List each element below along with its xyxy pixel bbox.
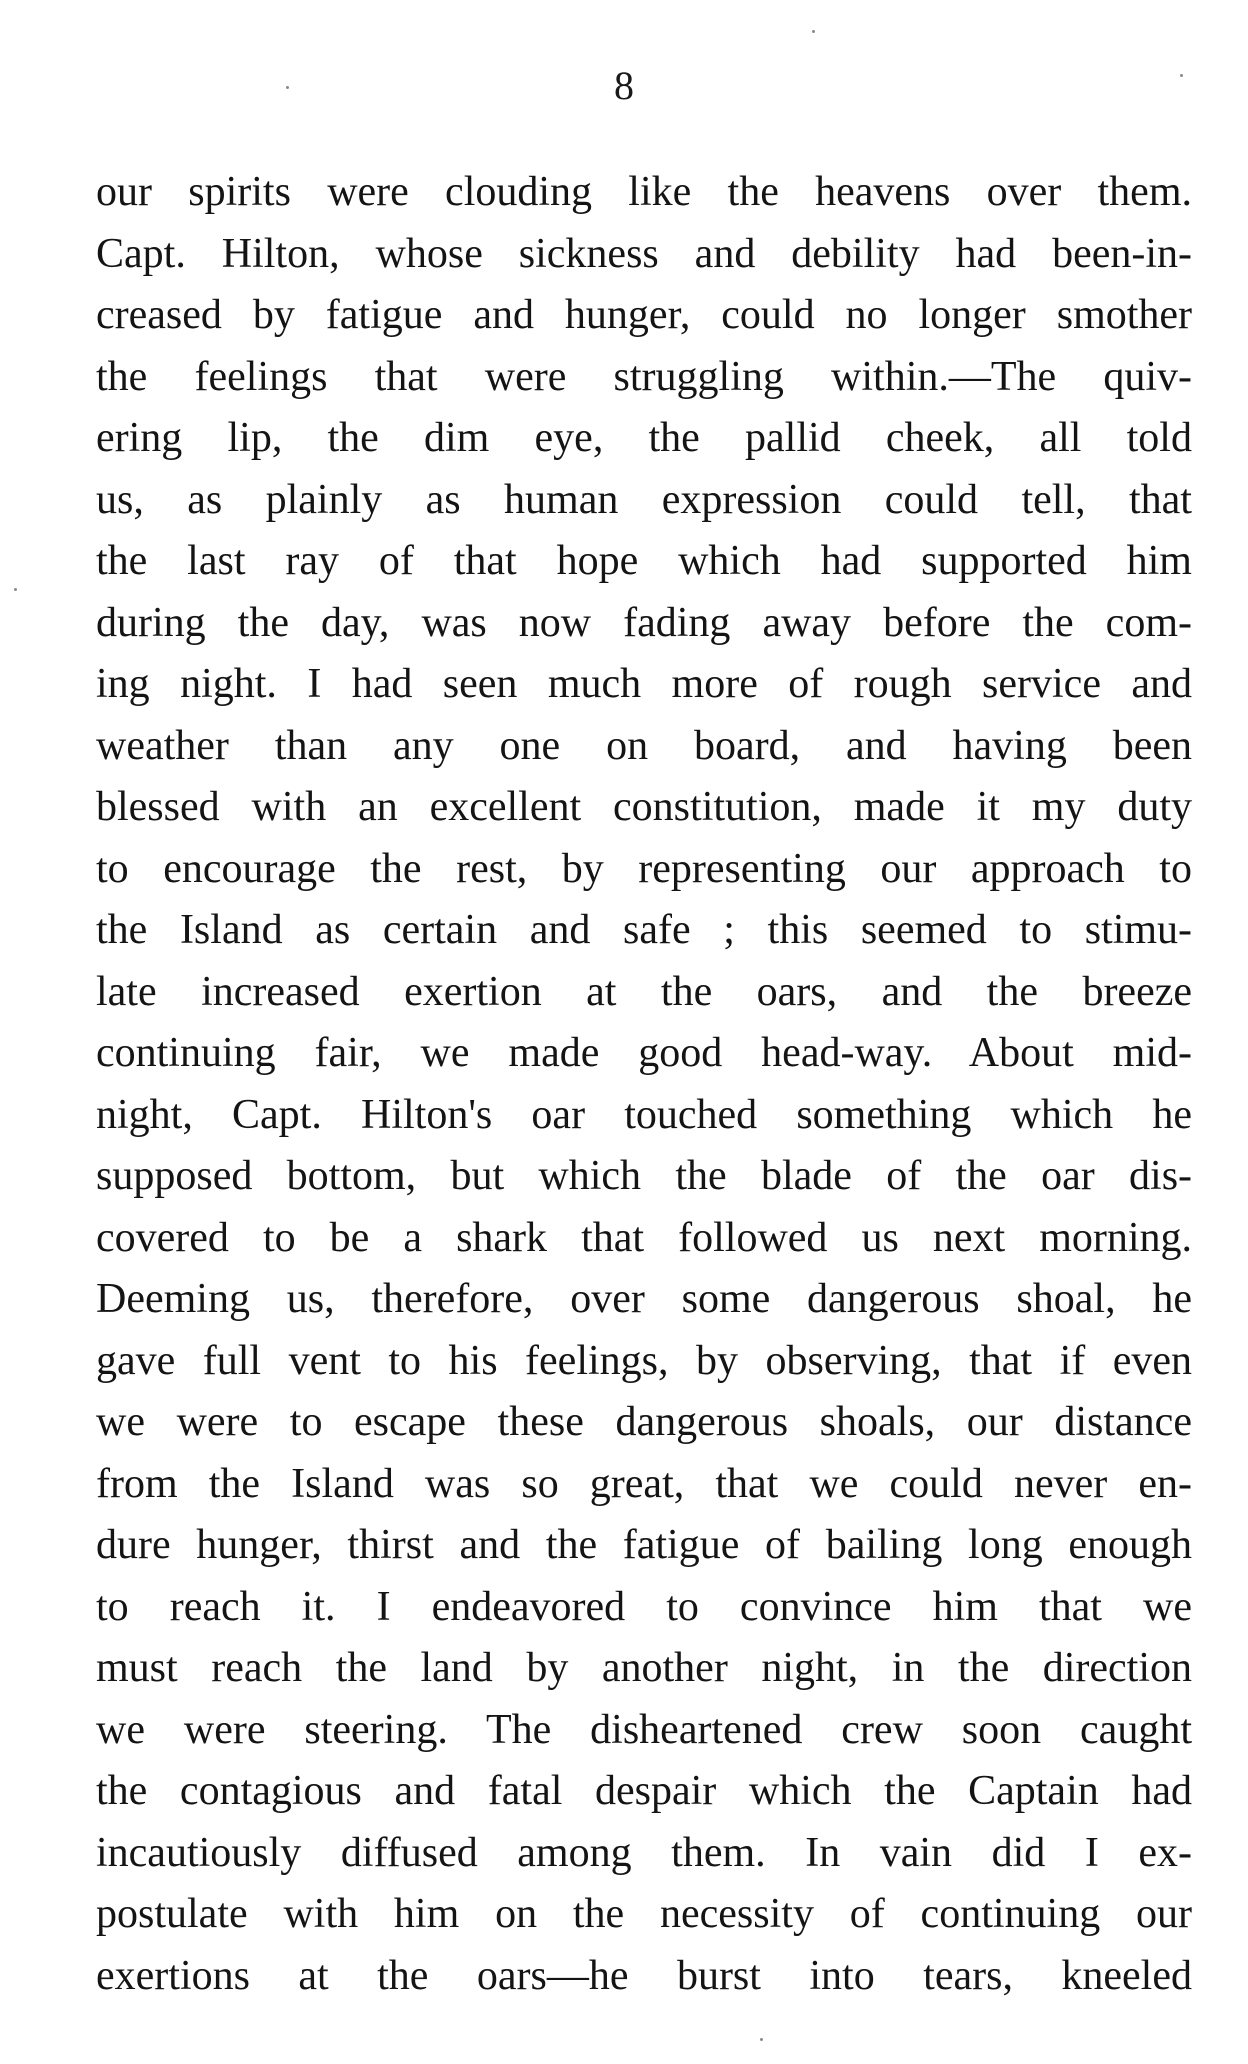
text-line: our spirits were clouding like the heavens over them.: [96, 169, 1192, 215]
text-line: to reach it. I endeavored to convince him that we: [96, 1583, 1192, 1630]
text-line: the contagious and fatal despair which the Captain had: [96, 1768, 1192, 1814]
body-text: [96, 162, 1192, 2007]
text-line: night, Capt. Hilton's oar touched something which he: [96, 1091, 1192, 1138]
text-line: us, as plainly as human expression could tell, that: [96, 476, 1192, 523]
text-line: supposed bottom, but which the blade of the oar dis-: [96, 1153, 1193, 1199]
text-line: gave full vent to his feelings, by observing, that if even: [96, 1337, 1193, 1384]
text-line: blessed with an excellent constitution, made it my duty: [96, 784, 1193, 830]
text-line: the Island as certain and safe ; this seemed to stimu-: [96, 907, 1193, 953]
text-line: late increased exertion at the oars, and the breeze: [96, 968, 1192, 1015]
text-line: weather than any one on board, and having been: [96, 722, 1192, 769]
text-line: postulate with him on the necessity of continuing our: [96, 1891, 1193, 1937]
page-number: 8: [614, 63, 634, 108]
text-line: from the Island was so great, that we could never en-: [96, 1460, 1192, 1507]
text-line: dure hunger, thirst and the fatigue of bailing long enough: [96, 1522, 1193, 1568]
text-line: continuing fair, we made good head-way. About mid-: [96, 1030, 1192, 1076]
text-line: ering lip, the dim eye, the pallid cheek, all told: [96, 415, 1192, 461]
scan-speck: [760, 2038, 763, 2041]
text-line: we were to escape these dangerous shoals, our distance: [96, 1399, 1192, 1445]
text-line: to encourage the rest, by representing our approach to: [96, 845, 1192, 892]
text-line: must reach the land by another night, in the direction: [96, 1645, 1193, 1691]
text-line: creased by fatigue and hunger, could no longer smother: [96, 292, 1193, 338]
scan-speck: [1180, 74, 1183, 77]
text-line: the feelings that were struggling within.—The quiv-: [96, 353, 1192, 400]
text-line: during the day, was now fading away before the com-: [96, 599, 1192, 646]
text-line: incautiously diffused among them. In vain did I ex-: [96, 1829, 1193, 1876]
text-line: the last ray of that hope which had supported him: [96, 538, 1192, 584]
scan-speck: [286, 86, 289, 89]
text-line: covered to be a shark that followed us next morning.: [96, 1214, 1193, 1261]
text-line: Deeming us, therefore, over some dangerous shoal, he: [96, 1276, 1193, 1322]
scan-speck: [812, 30, 815, 33]
text-line: exertions at the oars—he burst into tears, kneeled: [96, 1952, 1192, 1999]
text-line: Capt. Hilton, whose sickness and debility had been-in-: [96, 230, 1193, 277]
scan-speck: [14, 588, 17, 591]
text-line: we were steering. The disheartened crew soon caught: [96, 1706, 1192, 1753]
text-line: ing night. I had seen much more of rough service and: [96, 661, 1193, 707]
